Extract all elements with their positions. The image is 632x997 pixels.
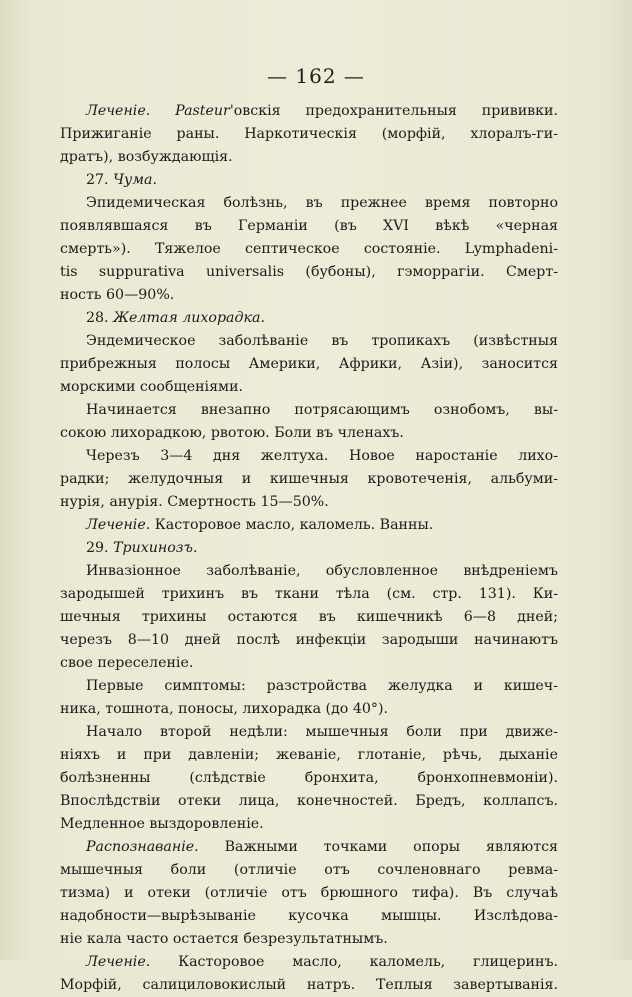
text-line: [60, 238, 558, 261]
text-run: надобности—вырѣзываніе кусочка мышцы. Изслѣдова-: [60, 908, 558, 924]
text-run: шечныя трихины остаются въ кишечникѣ 6—8 дней;: [60, 609, 558, 625]
italic-text-run: Желтая лихорадка.: [113, 310, 265, 326]
text-line: [60, 836, 558, 859]
text-line: [60, 514, 558, 537]
text-run: смерть»). Тяжелое септическое состояніе. Lymphadeni-: [60, 241, 558, 257]
text-line: [60, 951, 558, 974]
text-line: [60, 675, 558, 698]
text-run: ника, тошнота, поносы, лихорадка (до 40°).: [60, 701, 389, 717]
text-line: [60, 376, 558, 399]
text-line: [60, 721, 558, 744]
text-line: [60, 652, 558, 675]
text-line: [60, 422, 558, 445]
text-run: радки; желудочныя и кишечныя кровотеченія, альбуми-: [60, 471, 558, 487]
text-run: Эндемическое заболѣваніе въ тропикахъ (извѣстныя: [86, 333, 558, 349]
text-line: [60, 537, 558, 560]
text-run: Начинается внезапно потрясающимъ ознобомъ, вы-: [86, 402, 558, 418]
text-run: Касторовое масло, каломель. Ванны.: [150, 517, 434, 533]
text-run: мышечныя боли (отличіе отъ сочленовнаго ревма-: [60, 862, 558, 878]
text-line: [60, 905, 558, 928]
text-run: Начало второй недѣли: мышечныя боли при движе-: [86, 724, 558, 740]
text-run: Эпидемическая болѣзнь, въ прежнее время повторно: [86, 195, 558, 211]
text-line: [60, 813, 558, 836]
text-run: ніе кала часто остается безрезультатнымъ.: [60, 931, 388, 947]
text-run: прибрежныя полосы Америки, Африки, Азіи), заносится: [60, 356, 558, 372]
text-line: [60, 215, 558, 238]
italic-text-run: Леченіе.: [86, 954, 151, 970]
text-run: черезъ 8—10 дней послѣ инфекціи зародыши начинаютъ: [60, 632, 558, 648]
text-line: [60, 123, 558, 146]
text-run: Первые симптомы: разстройства желудка и кишеч-: [86, 678, 558, 694]
text-line: [60, 261, 558, 284]
text-line: [60, 330, 558, 353]
text-run: Прижиганіе раны. Наркотическія (морфій, хлоралъ-ги-: [60, 126, 558, 142]
text-line: [60, 629, 558, 652]
text-line: [60, 882, 558, 905]
text-line: [60, 399, 558, 422]
text-run: Морфій, салициловокислый натръ. Теплыя завертыванія.: [60, 977, 558, 993]
text-run: Впослѣдствіи отеки лица, конечностей. Бредъ, коллапсъ.: [60, 793, 558, 809]
text-line: [60, 491, 558, 514]
text-line: [60, 606, 558, 629]
text-line: [60, 445, 558, 468]
text-line: [60, 468, 558, 491]
text-run: Касторовое масло, каломель, глицеринъ.: [150, 954, 558, 970]
text-line: [60, 284, 558, 307]
text-run: сокою лихорадкою, рвотою. Боли въ членахъ.: [60, 425, 404, 441]
text-run: tis suppurativa universalis (бубоны), гэморрагіи. Смерт-: [60, 264, 558, 280]
text-line: [60, 146, 558, 169]
text-run: появлявшаяся въ Германіи (въ XVI вѣкѣ «черная: [60, 218, 558, 234]
text-line: [60, 928, 558, 951]
italic-text-run: Леченіе.: [86, 517, 151, 533]
text-line: [60, 790, 558, 813]
text-line: [60, 307, 558, 330]
text-run: Инвазіонное заболѣваніе, обусловленное внѣдреніемъ: [86, 563, 558, 579]
page-body-text: [60, 100, 558, 997]
italic-text-run: Распознаваніе.: [86, 839, 199, 855]
text-run: тизма) и отеки (отличіе отъ брюшного тифа). Въ случаѣ: [60, 885, 558, 901]
text-run: ность 60—90%.: [60, 287, 175, 303]
text-run: овскія предохранительныя прививки.: [233, 103, 558, 119]
text-line: [60, 698, 558, 721]
text-run: морскими сообщеніями.: [60, 379, 244, 395]
text-line: [60, 974, 558, 997]
text-line: [60, 353, 558, 376]
text-line: [60, 100, 558, 123]
italic-text-run: Леченіе. Pasteur': [86, 103, 234, 119]
text-run: дратъ), возбуждающія.: [60, 149, 233, 165]
text-run: Черезъ 3—4 дня желтуха. Новое наростаніе лихо-: [86, 448, 558, 464]
text-run: 27.: [86, 172, 114, 188]
text-line: [60, 192, 558, 215]
italic-text-run: Трихинозъ.: [113, 540, 198, 556]
text-run: 28.: [86, 310, 114, 326]
text-run: 29.: [86, 540, 114, 556]
italic-text-run: Чума.: [113, 172, 158, 188]
text-line: [60, 859, 558, 882]
text-line: [60, 583, 558, 606]
text-line: [60, 767, 558, 790]
text-run: болѣзненны (слѣдствіе бронхита, бронхопневмоніи).: [60, 770, 558, 786]
text-line: [60, 560, 558, 583]
text-run: зародышей трихинъ въ ткани тѣла (см. стр. 131). Ки-: [60, 586, 558, 602]
page-number: — 162 —: [267, 64, 365, 88]
text-run: Важными точками опоры являются: [198, 839, 558, 855]
text-run: Медленное выздоровленіе.: [60, 816, 264, 832]
text-run: ніяхъ и при давленіи; жеваніе, глотаніе, рѣчь, дыханіе: [60, 747, 558, 763]
text-run: свое переселеніе.: [60, 655, 194, 671]
text-run: нурія, анурія. Смертность 15—50%.: [60, 494, 329, 510]
text-line: [60, 169, 558, 192]
text-line: [60, 744, 558, 767]
